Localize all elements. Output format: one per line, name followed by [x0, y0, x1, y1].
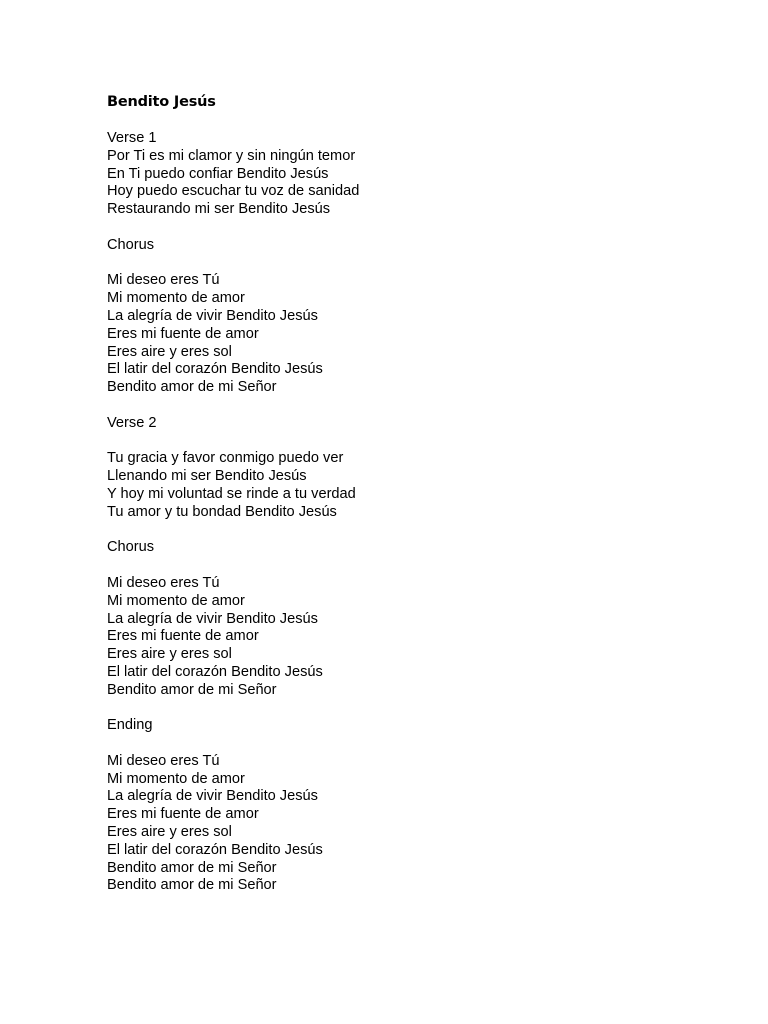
- blank-line: [107, 433, 707, 451]
- blank-line: [107, 219, 707, 237]
- lyric-line: La alegría de vivir Bendito Jesús: [107, 610, 318, 627]
- lyric-line: Eres aire y eres sol: [107, 646, 232, 663]
- blank-line: [107, 522, 707, 540]
- section-heading: Chorus: [107, 539, 155, 556]
- lyric-line: Mi deseo eres Tú: [107, 752, 220, 769]
- section-heading: Verse 1: [107, 130, 157, 146]
- lyric-line: Llenando mi ser Bendito Jesús: [107, 468, 307, 485]
- lyric-line: Mi momento de amor: [107, 592, 245, 609]
- section-chorus-1: [107, 237, 707, 415]
- lyric-line: El latir del corazón Bendito Jesús: [107, 361, 323, 378]
- lyric-line: El latir del corazón Bendito Jesús: [107, 663, 323, 680]
- section-heading: Chorus: [107, 236, 155, 253]
- section-heading: Ending: [107, 717, 153, 734]
- lyric-line: Eres mi fuente de amor: [107, 628, 259, 645]
- lyric-line: Tu amor y tu bondad Bendito Jesús: [107, 503, 337, 520]
- lyric-line: Mi deseo eres Tú: [107, 272, 220, 289]
- lyric-line: Bendito amor de mi Señor: [107, 877, 277, 894]
- section-verse-1: [107, 130, 707, 237]
- lyric-line: Mi momento de amor: [107, 770, 245, 787]
- lyric-line: Mi momento de amor: [107, 290, 245, 307]
- lyric-line: Mi deseo eres Tú: [107, 574, 220, 591]
- lyric-line: Por Ti es mi clamor y sin ningún temor: [107, 147, 356, 164]
- lyric-line: Eres mi fuente de amor: [107, 806, 259, 823]
- section-chorus-2: [107, 539, 707, 717]
- lyric-line: Eres aire y eres sol: [107, 343, 232, 360]
- lyric-line: La alegría de vivir Bendito Jesús: [107, 307, 318, 324]
- blank-line: [107, 397, 707, 415]
- lyric-line: Restaurando mi ser Bendito Jesús: [107, 201, 331, 218]
- lyric-line: En Ti puedo confiar Bendito Jesús: [107, 165, 329, 182]
- lyric-line: Bendito amor de mi Señor: [107, 681, 277, 698]
- lyric-line: El latir del corazón Bendito Jesús: [107, 841, 323, 858]
- lyric-line: Eres aire y eres sol: [107, 824, 232, 841]
- blank-line: [107, 255, 707, 273]
- lyric-line: Tu gracia y favor conmigo puedo ver: [107, 450, 344, 467]
- document-page: [107, 92, 707, 895]
- lyric-line: Eres mi fuente de amor: [107, 325, 259, 342]
- section-ending: [107, 717, 707, 895]
- blank-line: [107, 735, 707, 753]
- lyric-line: Y hoy mi voluntad se rinde a tu verdad: [107, 485, 356, 502]
- blank-line: [107, 557, 707, 575]
- lyric-line: La alegría de vivir Bendito Jesús: [107, 788, 318, 805]
- blank-line: [107, 700, 707, 718]
- song-title: Bendito Jesús: [107, 94, 216, 110]
- lyric-line: Bendito amor de mi Señor: [107, 379, 277, 396]
- lyric-line: Bendito amor de mi Señor: [107, 859, 277, 876]
- section-verse-2: [107, 415, 707, 540]
- section-heading: Verse 2: [107, 414, 157, 431]
- lyric-line: Hoy puedo escuchar tu voz de sanidad: [107, 183, 360, 200]
